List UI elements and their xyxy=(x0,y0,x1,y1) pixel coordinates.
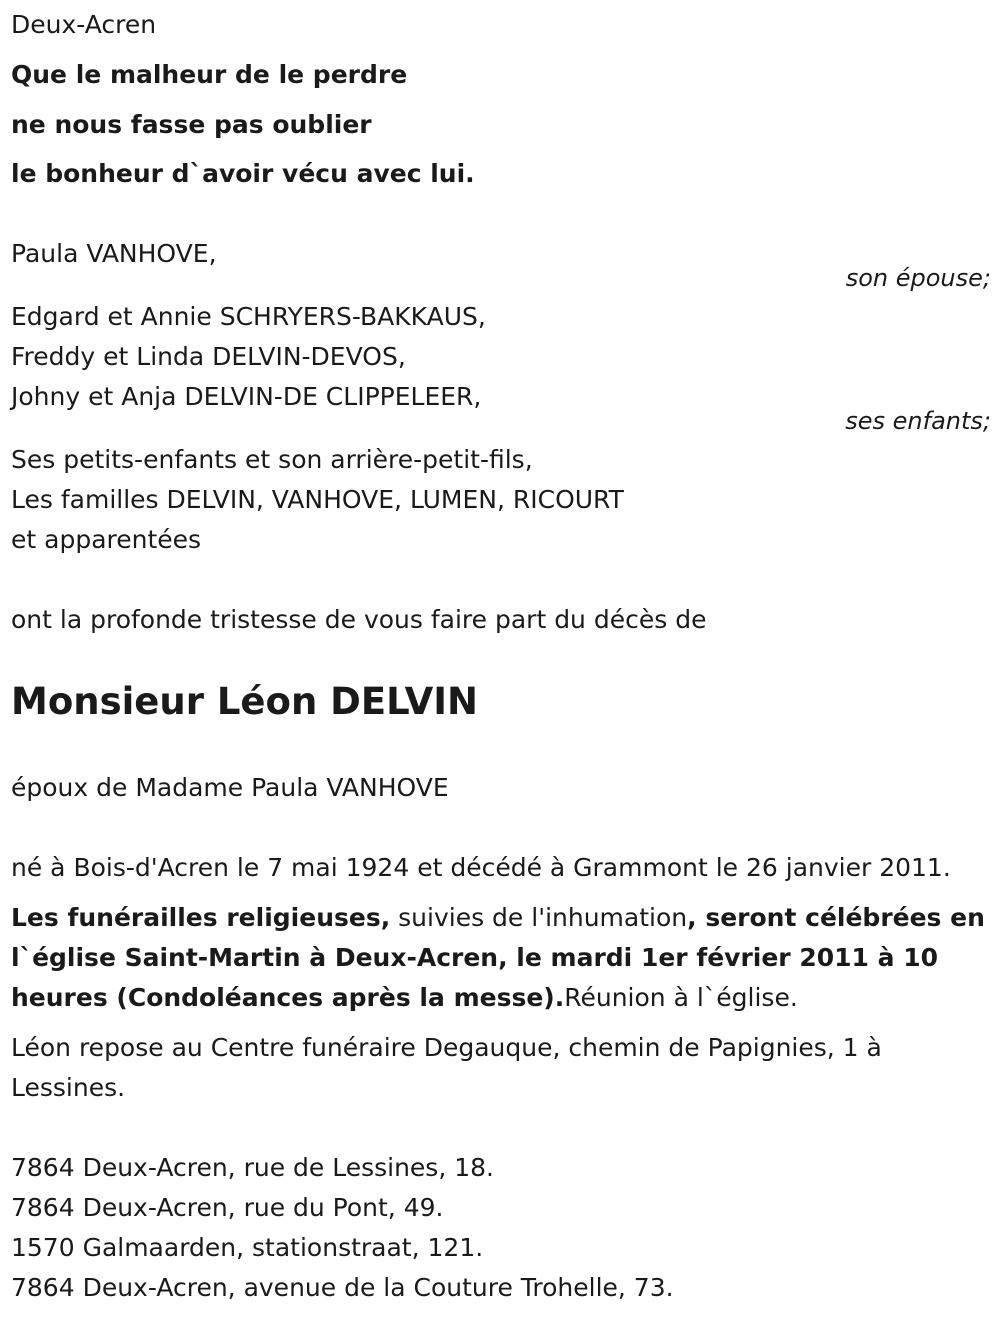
deceased-name: Monsieur Léon DELVIN xyxy=(11,680,478,723)
rest-place-paragraph: Léon repose au Centre funéraire Degauque, chemin de Papignies, 1 à Lessines. xyxy=(11,1033,882,1102)
address-line: 7864 Deux-Acren, rue de Lessines, 18. xyxy=(11,1153,494,1182)
children-role: ses enfants; xyxy=(845,407,991,435)
spouse-of-text: époux de Madame Paula VANHOVE xyxy=(11,773,449,802)
child-line-1: Edgard et Annie SCHRYERS-BAKKAUS, xyxy=(11,302,486,331)
quote-line-1: Que le malheur de le perdre xyxy=(11,60,408,89)
quote-line-2: ne nous fasse pas oublier xyxy=(11,110,372,139)
funeral-part-2: suivies de l'inhumation xyxy=(390,903,688,932)
address-line: 7864 Deux-Acren, rue du Pont, 49. xyxy=(11,1193,444,1222)
family-line-3: et apparentées xyxy=(11,525,202,554)
place-header: Deux-Acren xyxy=(11,10,157,39)
funeral-part-1: Les funérailles religieuses, xyxy=(11,903,391,932)
address-line: 7864 Deux-Acren, avenue de la Couture Trohelle, 73. xyxy=(11,1273,674,1302)
child-line-3: Johny et Anja DELVIN-DE CLIPPELEER, xyxy=(11,382,482,411)
child-line-2: Freddy et Linda DELVIN-DEVOS, xyxy=(11,342,406,371)
announcement-text: ont la profonde tristesse de vous faire part du décès de xyxy=(11,605,707,634)
quote-line-3: le bonheur d`avoir vécu avec lui. xyxy=(11,159,475,188)
spouse-role: son épouse; xyxy=(845,264,991,292)
address-line: 1570 Galmaarden, stationstraat, 121. xyxy=(11,1233,484,1262)
funeral-paragraph xyxy=(11,898,986,1018)
family-line-1: Ses petits-enfants et son arrière-petit-fils, xyxy=(11,445,533,474)
spouse-name: Paula VANHOVE, xyxy=(11,239,217,268)
funeral-part-3: , seront célébrées en l`église Saint-Martin à Deux-Acren, le mardi 1er février 2011 à 10 heures (Condoléances après la messe). xyxy=(11,903,985,1012)
funeral-part-4: Réunion à l`église. xyxy=(564,983,798,1012)
family-line-2: Les familles DELVIN, VANHOVE, LUMEN, RICOURT xyxy=(11,485,624,514)
birth-death-text: né à Bois-d'Acren le 7 mai 1924 et décédé à Grammont le 26 janvier 2011. xyxy=(11,853,951,882)
